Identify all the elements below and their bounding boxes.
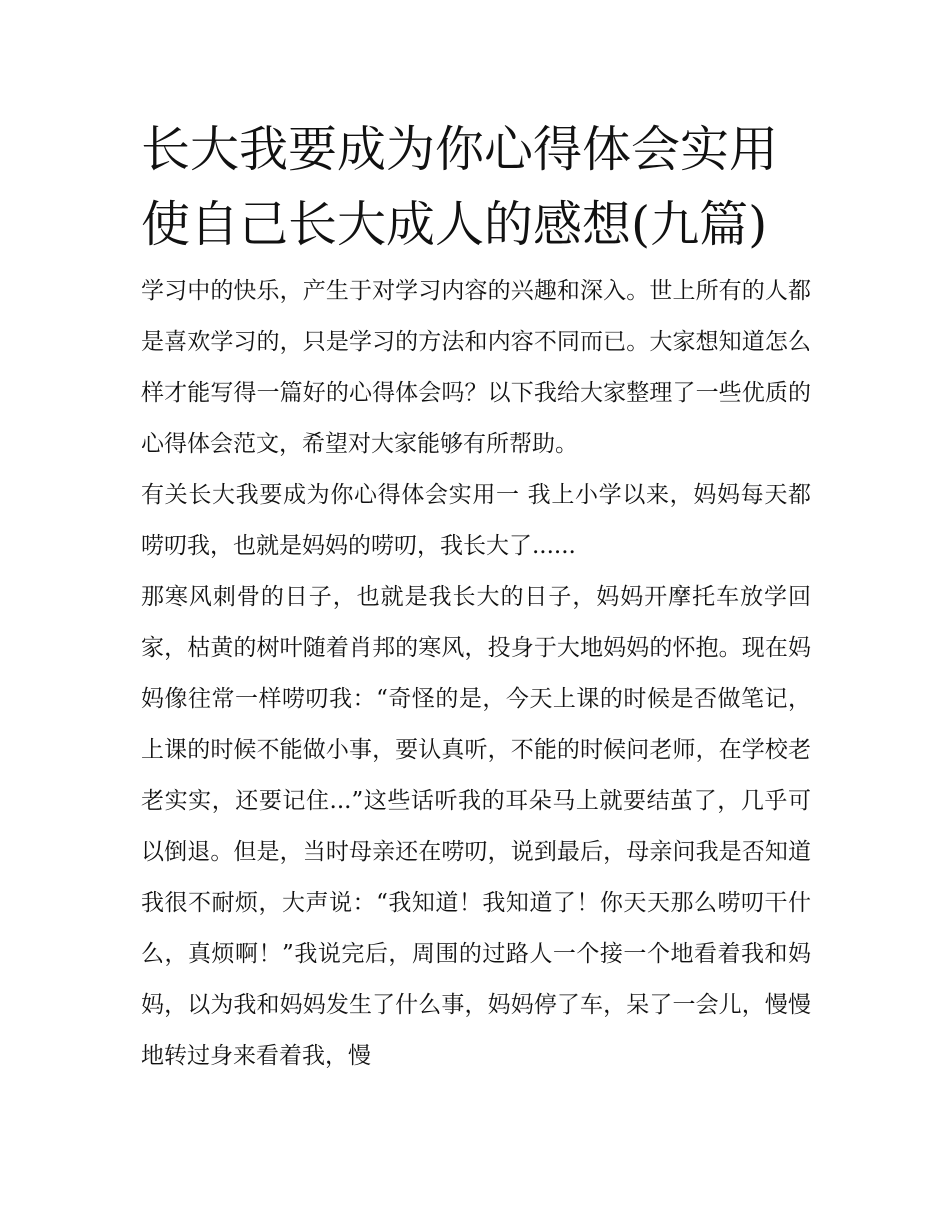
intro-paragraph: 学习中的快乐，产生于对学习内容的兴趣和深入。世上所有的人都是喜欢学习的，只是学习的方法和内容不同而已。大家想知道怎么样才能写得一篇好的心得体会吗？以下我给大家整理了一些优质的心得体会范文，希望对大家能够有所帮助。 [141, 278, 811, 457]
section-one-paragraph: 有关长大我要成为你心得体会实用一 我上小学以来，妈妈每天都唠叨我，也就是妈妈的唠叨，我长大了...... [141, 482, 811, 559]
story-paragraph: 那寒风刺骨的日子，也就是我长大的日子，妈妈开摩托车放学回家，枯黄的树叶随着肖邦的寒风，投身于大地妈妈的怀抱。现在妈妈像往常一样唠叨我：“奇怪的是，今天上课的时候是否做笔记，上课的时候不能做小事，要认真听，不能的时候问老师，在学校老老实实，还要记住...”这些话听我的耳朵马上就要结茧了，几乎可以倒退。但是，当时母亲还在唠叨，说到最后，母亲问我是否知道我很不耐烦，大声说：“我知道！我知道了！你天天那么唠叨干什么，真烦啊！”我说完后，周围的过路人一个接一个地看着我和妈妈，以为我和妈妈发生了什么事，妈妈停了车，呆了一会儿，慢慢地转过身来看着我，慢 [141, 584, 811, 1069]
document-page [141, 112, 811, 1082]
document-title: 长大我要成为你心得体会实用使自己长大成人的感想(九篇) [141, 121, 779, 253]
